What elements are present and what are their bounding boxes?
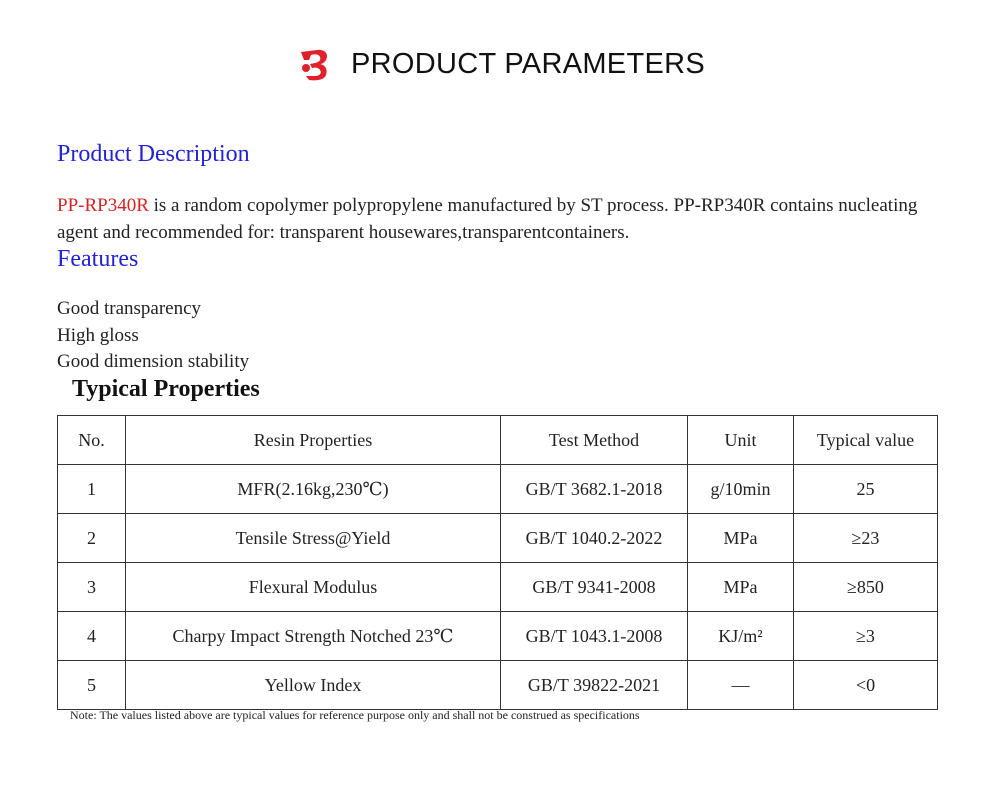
- cell-typical-value: ≥3: [794, 612, 938, 661]
- cell-test-method: GB/T 9341-2008: [501, 563, 688, 612]
- cell-typical-value: ≥850: [794, 563, 938, 612]
- table-row: [58, 563, 938, 612]
- cell-property: MFR(2.16kg,230℃): [126, 465, 501, 514]
- table-header-row: [58, 416, 938, 465]
- cell-test-method: GB/T 1043.1-2008: [501, 612, 688, 661]
- cell-property: Flexural Modulus: [126, 563, 501, 612]
- page-title: PRODUCT PARAMETERS: [351, 47, 705, 80]
- cell-property: Charpy Impact Strength Notched 23℃: [126, 612, 501, 661]
- product-description-heading: Product Description: [57, 141, 250, 167]
- cell-unit: KJ/m²: [688, 612, 794, 661]
- column-header-no: No.: [58, 416, 126, 465]
- cell-no: 3: [58, 563, 126, 612]
- column-header-typical-value: Typical value: [794, 416, 938, 465]
- cell-unit: g/10min: [688, 465, 794, 514]
- cell-test-method: GB/T 3682.1-2018: [501, 465, 688, 514]
- cell-property: Yellow Index: [126, 661, 501, 710]
- cell-unit: —: [688, 661, 794, 710]
- page-header: [0, 44, 1000, 84]
- brand-logo-icon: [295, 44, 335, 84]
- column-header-test-method: Test Method: [501, 416, 688, 465]
- table-row: [58, 612, 938, 661]
- cell-unit: MPa: [688, 563, 794, 612]
- feature-item: Good transparency: [57, 298, 202, 319]
- table-row: [58, 661, 938, 710]
- cell-no: 5: [58, 661, 126, 710]
- table-row: [58, 514, 938, 563]
- cell-test-method: GB/T 39822-2021: [501, 661, 688, 710]
- features-list: [57, 296, 249, 376]
- cell-no: 4: [58, 612, 126, 661]
- cell-property: Tensile Stress@Yield: [126, 514, 501, 563]
- product-model: PP-RP340R: [57, 195, 149, 216]
- feature-item: High gloss: [57, 324, 139, 346]
- cell-test-method: GB/T 1040.2-2022: [501, 514, 688, 563]
- cell-typical-value: ≥23: [794, 514, 938, 563]
- table-row: [58, 465, 938, 514]
- typical-properties-title: Typical Properties: [72, 376, 260, 402]
- cell-unit: MPa: [688, 514, 794, 563]
- properties-table: [57, 415, 938, 710]
- feature-item: Good dimension stability: [57, 351, 250, 372]
- features-heading: Features: [57, 246, 139, 272]
- product-description-text: [57, 192, 937, 246]
- cell-no: 1: [58, 465, 126, 514]
- table-note: Note: The values listed above are typical values for reference purpose only and shall not be construed as specifications: [70, 708, 640, 722]
- cell-typical-value: 25: [794, 465, 938, 514]
- cell-no: 2: [58, 514, 126, 563]
- cell-typical-value: <0: [794, 661, 938, 710]
- column-header-resin-properties: Resin Properties: [126, 416, 501, 465]
- description-body: is a random copolymer polypropylene manufactured by ST process. PP-RP340R contains nucleating agent and recommended for: transparent housewares,transparentcontainers.: [57, 195, 918, 243]
- column-header-unit: Unit: [688, 416, 794, 465]
